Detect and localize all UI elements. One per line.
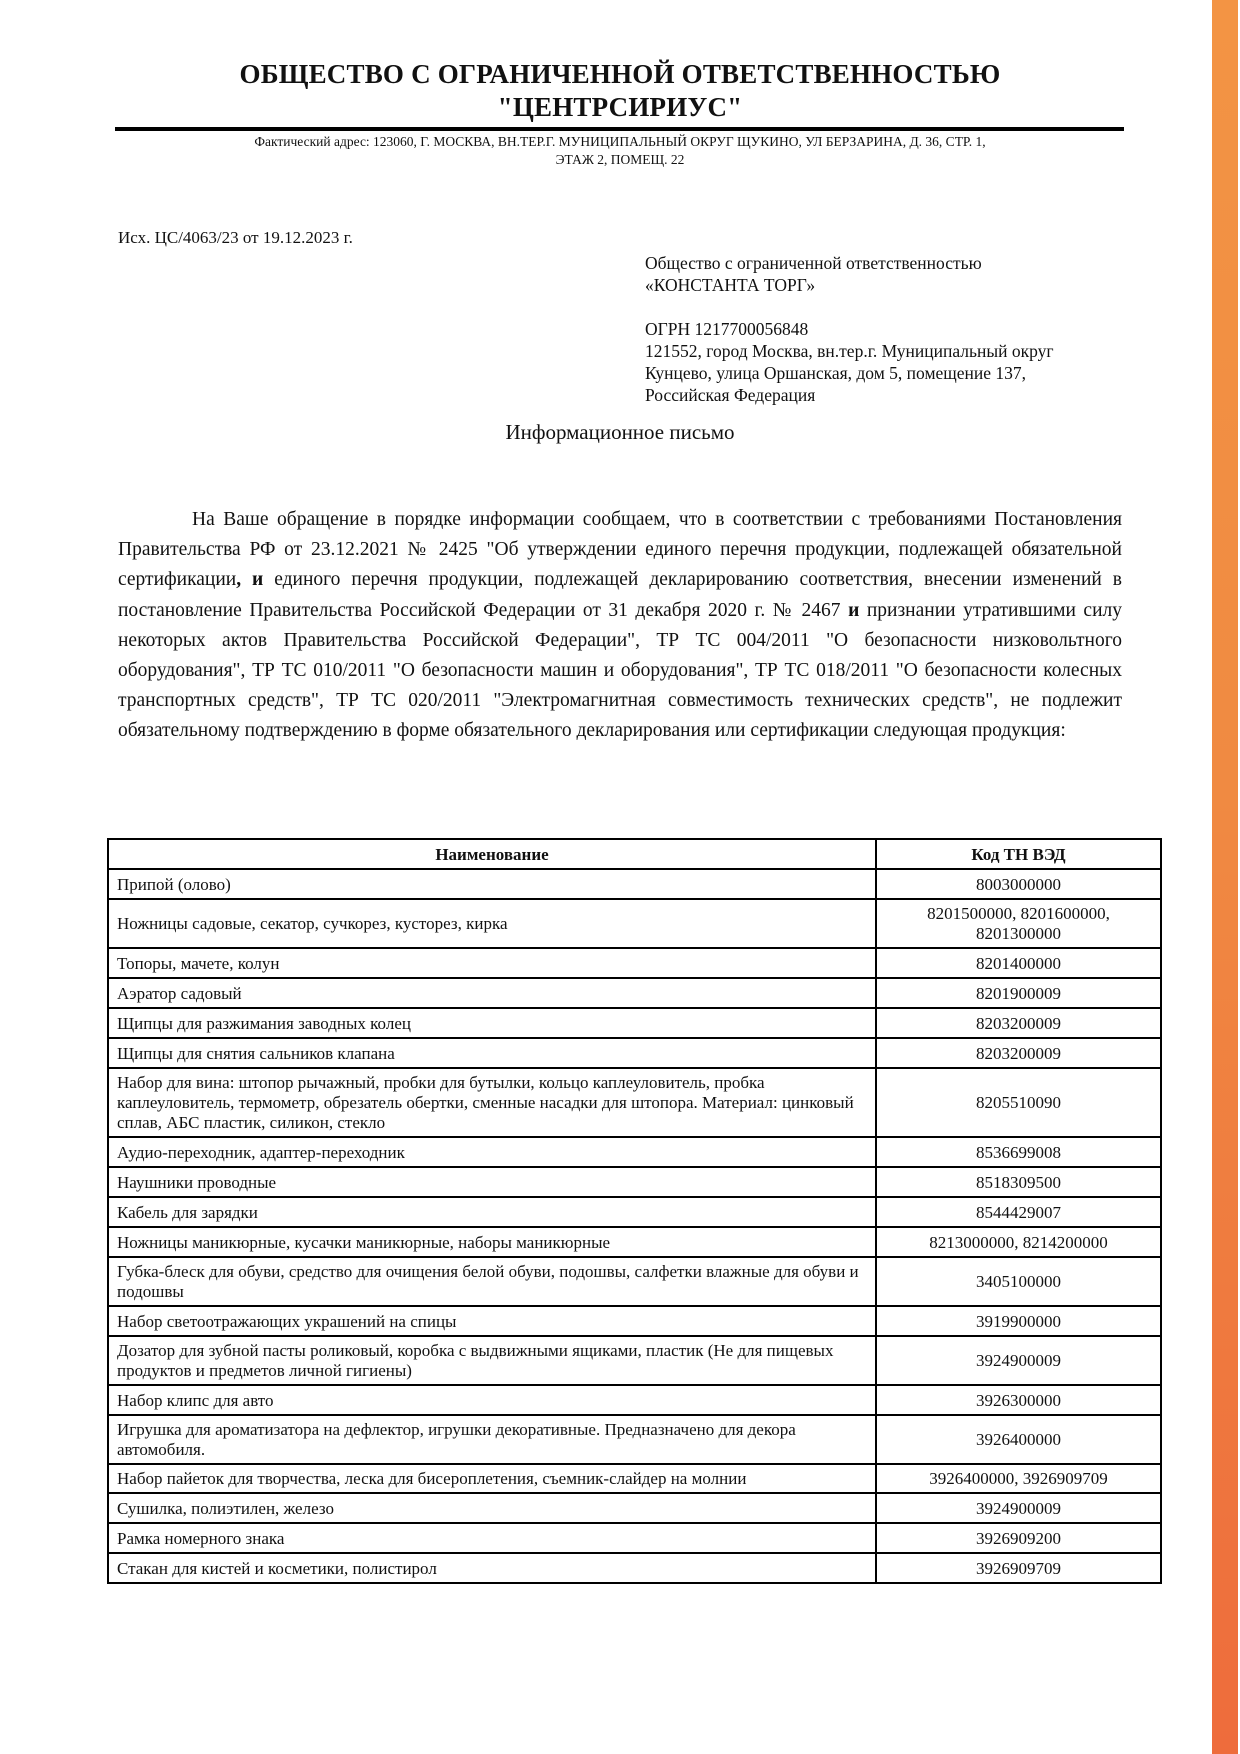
product-name: Ножницы маникюрные, кусачки маникюрные, наборы маникюрные (108, 1227, 876, 1257)
product-code: 3926909709 (876, 1553, 1161, 1583)
product-name: Игрушка для ароматизатора на дефлектор, игрушки декоративные. Предназначено для декора автомобиля. (108, 1415, 876, 1464)
recipient-line1: Общество с ограниченной ответственностью (645, 253, 982, 273)
product-code: 8203200009 (876, 1038, 1161, 1068)
company-letterhead-title (115, 58, 1125, 124)
product-code: 3405100000 (876, 1257, 1161, 1306)
product-name: Топоры, мачете, колун (108, 948, 876, 978)
product-name: Аудио-переходник, адаптер-переходник (108, 1137, 876, 1167)
table-row (108, 1415, 1161, 1464)
product-code: 8205510090 (876, 1068, 1161, 1137)
product-code: 8003000000 (876, 869, 1161, 899)
company-address (140, 133, 1100, 169)
product-name: Сушилка, полиэтилен, железо (108, 1493, 876, 1523)
table-row (108, 1336, 1161, 1385)
table-row (108, 899, 1161, 948)
company-address-line1: Фактический адрес: 123060, Г. МОСКВА, ВН.ТЕР.Г. МУНИЦИПАЛЬНЫЙ ОКРУГ ЩУКИНО, УЛ БЕРЗАРИНА, Д. 36, СТР. 1, (254, 134, 986, 149)
table-row (108, 1197, 1161, 1227)
product-name: Дозатор для зубной пасты роликовый, коробка с выдвижными ящиками, пластик (Не для пищевых продуктов и предметов личной гигиены) (108, 1336, 876, 1385)
product-name: Стакан для кистей и косметики, полистирол (108, 1553, 876, 1583)
product-code: 8518309500 (876, 1167, 1161, 1197)
table-row (108, 869, 1161, 899)
recipient-ogrn: ОГРН 1217700056848 (645, 319, 809, 339)
outgoing-reference: Исх. ЦС/4063/23 от 19.12.2023 г. (118, 228, 353, 247)
product-name: Щипцы для снятия сальников клапана (108, 1038, 876, 1068)
decorative-side-band (1212, 0, 1238, 1754)
product-code: 3924900009 (876, 1493, 1161, 1523)
product-code: 3926400000 (876, 1415, 1161, 1464)
company-address-line2: ЭТАЖ 2, ПОМЕЩ. 22 (555, 152, 685, 167)
product-code: 8213000000, 8214200000 (876, 1227, 1161, 1257)
product-code: 8536699008 (876, 1137, 1161, 1167)
table-row (108, 1464, 1161, 1493)
product-code: 8203200009 (876, 1008, 1161, 1038)
table-row (108, 1008, 1161, 1038)
body-part3: единого перечня продукции, подлежащей декларированию соответствия, внесении изменений в постановление Правительства Российской Федерации от 31 декабря 2020 г. № 2467 (118, 569, 1122, 621)
product-code: 8201500000, 8201600000, 8201300000 (876, 899, 1161, 948)
body-part2-bold: , и (236, 569, 264, 591)
column-header-code: Код ТН ВЭД (876, 839, 1161, 869)
product-name: Аэратор садовый (108, 978, 876, 1008)
body-part4-bold: и (848, 599, 860, 621)
recipient-address3: Российская Федерация (645, 385, 816, 405)
product-code: 8201900009 (876, 978, 1161, 1008)
product-name: Губка-блеск для обуви, средство для очищения белой обуви, подошвы, салфетки влажные для обуви и подошвы (108, 1257, 876, 1306)
product-code: 3924900009 (876, 1336, 1161, 1385)
product-code: 3926400000, 3926909709 (876, 1464, 1161, 1493)
product-name: Ножницы садовые, секатор, сучкорез, кусторез, кирка (108, 899, 876, 948)
product-name: Набор для вина: штопор рычажный, пробки для бутылки, кольцо каплеуловитель, пробка каплеуловитель, термометр, обрезатель обертки, сменные насадки для штопора. Материал: цинковый сплав, АБС пластик, силикон, стекло (108, 1068, 876, 1137)
table-row (108, 1167, 1161, 1197)
product-name: Набор клипс для авто (108, 1385, 876, 1415)
recipient-address1: 121552, город Москва, вн.тер.г. Муниципальный округ (645, 341, 1054, 361)
table-row (108, 1306, 1161, 1336)
product-code: 3919900000 (876, 1306, 1161, 1336)
product-code: 3926300000 (876, 1385, 1161, 1415)
company-name-line1: ОБЩЕСТВО С ОГРАНИЧЕННОЙ ОТВЕТСТВЕННОСТЬЮ (239, 59, 1001, 89)
table-row (108, 978, 1161, 1008)
table-row (108, 1493, 1161, 1523)
body-part1: На Ваше обращение в порядке информации сообщаем, что в соответствии с требованиями Постановления Правительства РФ от 23.12.2021 № 2425 "Об утверждении единого перечня продукции, подлежащей обязательной сертификации (118, 509, 1122, 591)
company-name-line2: "ЦЕНТРСИРИУС" (497, 92, 743, 122)
column-header-name: Наименование (108, 839, 876, 869)
product-code: 3926909200 (876, 1523, 1161, 1553)
letter-body (118, 505, 1122, 747)
letterhead-divider (115, 127, 1124, 131)
product-name: Щипцы для разжимания заводных колец (108, 1008, 876, 1038)
table-row (108, 1137, 1161, 1167)
products-table (107, 838, 1162, 1584)
table-header-row (108, 839, 1161, 869)
recipient-line2: «КОНСТАНТА ТОРГ» (645, 275, 816, 295)
product-name: Набор светоотражающих украшений на спицы (108, 1306, 876, 1336)
product-name: Наушники проводные (108, 1167, 876, 1197)
product-name: Припой (олово) (108, 869, 876, 899)
product-name: Набор пайеток для творчества, леска для бисероплетения, съемник-слайдер на молнии (108, 1464, 876, 1493)
table-row (108, 1068, 1161, 1137)
table-row (108, 1553, 1161, 1583)
table-row (108, 1385, 1161, 1415)
letter-title: Информационное письмо (505, 420, 735, 444)
body-part5: признании утратившими силу некоторых актов Правительства Российской Федерации", ТР ТС 004/2011 "О безопасности низковольтного оборудования", ТР ТС 010/2011 "О безопасности машин и оборудования", ТР ТС 018/2011 "О безопасности колесных транспортных средств", ТР ТС 020/2011 "Электромагнитная совместимость технических средств", не подлежит обязательному подтверждению в форме обязательного декларирования или сертификации следующая продукция: (118, 599, 1123, 742)
table-row (108, 1038, 1161, 1068)
table-row (108, 1523, 1161, 1553)
product-name: Рамка номерного знака (108, 1523, 876, 1553)
table-row (108, 948, 1161, 978)
recipient-address2: Кунцево, улица Оршанская, дом 5, помещение 137, (645, 363, 1027, 383)
product-name: Кабель для зарядки (108, 1197, 876, 1227)
recipient-block (645, 252, 1145, 406)
table-row (108, 1257, 1161, 1306)
product-code: 8544429007 (876, 1197, 1161, 1227)
product-code: 8201400000 (876, 948, 1161, 978)
table-row (108, 1227, 1161, 1257)
